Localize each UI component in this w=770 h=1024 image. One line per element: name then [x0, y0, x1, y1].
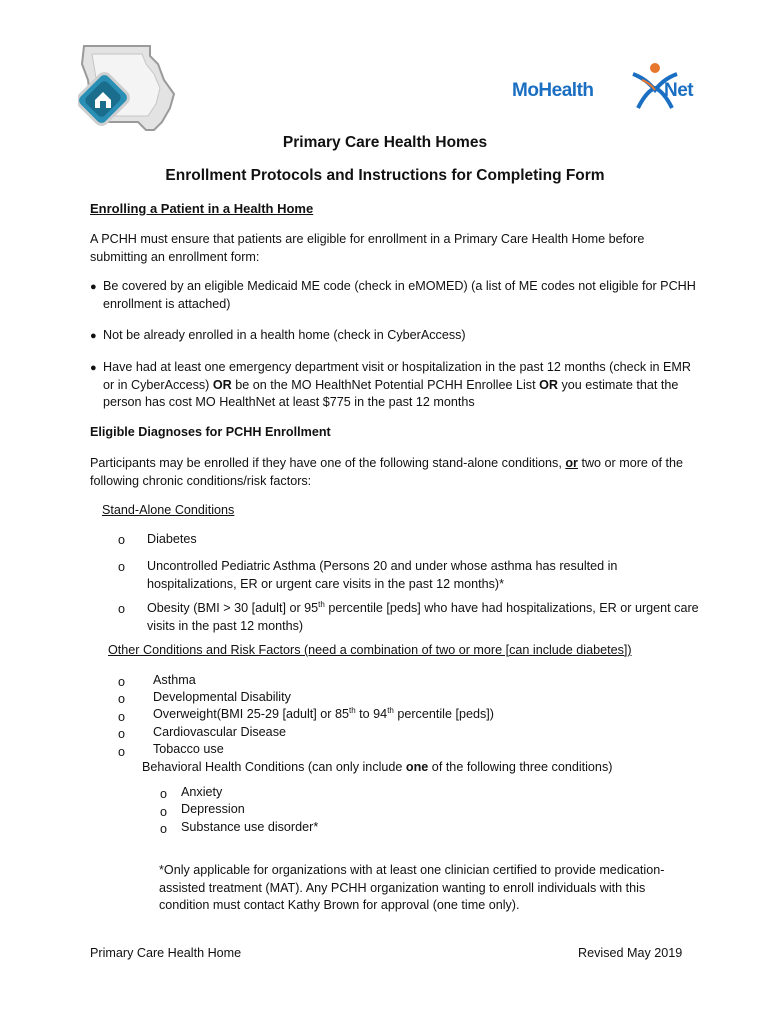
text-one: one	[405, 760, 429, 774]
condition-pediatric-asthma	[147, 558, 717, 593]
bullet-o: o	[118, 727, 126, 741]
logo-text-net: Net	[664, 80, 694, 101]
standalone-heading: Stand-Alone Conditions	[102, 503, 235, 517]
bullet-line: enrollment is attached)	[103, 296, 231, 311]
bullet-line	[103, 377, 713, 395]
para-line: following chronic conditions/risk factors:	[90, 473, 312, 488]
text-run: Obesity (BMI > 30 [adult] or 95	[147, 601, 319, 615]
mohealthnet-logo	[512, 60, 712, 110]
footer-left: Primary Care Health Home	[90, 946, 242, 960]
bullet-icon: ●	[90, 362, 97, 374]
footer-right: Revised May 2019	[578, 946, 683, 960]
condition-diabetes: Diabetes	[147, 532, 197, 546]
condition-line: hospitalizations, ER or urgent care visits in the past 12 months)*	[147, 576, 504, 591]
missouri-state-logo	[78, 42, 178, 134]
superscript: th	[349, 705, 356, 715]
condition-depression: Depression	[181, 802, 245, 816]
text-run: be on the MO HealthNet Potential PCHH Enrollee List	[231, 377, 540, 392]
text-run: you estimate that the	[557, 377, 679, 392]
condition-overweight	[153, 707, 494, 721]
condition-line	[147, 600, 722, 618]
superscript: th	[318, 599, 325, 609]
para-line	[90, 455, 710, 473]
text-run: percentile [peds] who have had hospitalizations, ER or urgent care	[324, 601, 699, 615]
text-or: or	[565, 456, 578, 470]
bullet-o: o	[118, 560, 126, 574]
text-run: to 94	[355, 707, 388, 721]
bullet-o: o	[160, 822, 168, 836]
condition-asthma: Asthma	[153, 673, 196, 687]
bullet-o: o	[160, 805, 168, 819]
bullet-line: Be covered by an eligible Medicaid ME code (check in eMOMED) (a list of ME codes not eligible for PCHH	[103, 279, 696, 293]
superscript: th	[387, 705, 394, 715]
footnote-line: condition must contact Kathy Brown for approval (one time only).	[159, 898, 520, 912]
logo-text-mohealth: MoHealth	[512, 80, 594, 101]
condition-line: Uncontrolled Pediatric Asthma (Persons 20 and under whose asthma has resulted in	[147, 559, 618, 573]
condition-cardiovascular: Cardiovascular Disease	[153, 725, 286, 739]
section-heading-diagnoses: Eligible Diagnoses for PCHH Enrollment	[90, 425, 331, 439]
text-run: Behavioral Health Conditions (can only include	[142, 760, 406, 774]
text-run: of the following three conditions)	[428, 760, 613, 774]
text-or: OR	[539, 377, 558, 392]
footnote-line: assisted treatment (MAT). Any PCHH organization wanting to enroll individuals with this	[159, 880, 646, 895]
bullet-item-medicaid	[103, 278, 703, 313]
condition-anxiety: Anxiety	[181, 785, 223, 799]
page-subtitle: Enrollment Protocols and Instructions for Completing Form	[165, 167, 605, 184]
condition-tobacco: Tobacco use	[153, 742, 224, 756]
text-run: Participants may be enrolled if they have one of the following stand-alone conditions,	[90, 456, 566, 470]
bullet-o: o	[118, 533, 126, 547]
condition-line: visits in the past 12 months)	[147, 618, 304, 633]
behavioral-heading	[142, 760, 612, 774]
other-conditions-heading: Other Conditions and Risk Factors (need a combination of two or more [can include diabetes])	[108, 643, 632, 657]
bullet-o: o	[118, 710, 126, 724]
bullet-item-emergency	[103, 359, 713, 412]
bullet-icon: ●	[90, 281, 97, 293]
bullet-o: o	[118, 745, 126, 759]
intro-paragraph: A PCHH must ensure that patients are eligible for enrollment in a Primary Care Health Home before submitting an enrollment form:	[90, 232, 645, 264]
text-run: percentile [peds])	[393, 707, 494, 721]
bullet-o: o	[160, 787, 168, 801]
bullet-o: o	[118, 692, 126, 706]
bullet-o: o	[118, 675, 126, 689]
footnote	[159, 862, 719, 915]
bullet-item-not-enrolled: Not be already enrolled in a health home (check in CyberAccess)	[103, 328, 466, 342]
condition-substance-use: Substance use disorder*	[181, 820, 319, 834]
text-or: OR	[212, 377, 232, 392]
text-run: or in CyberAccess)	[103, 377, 213, 392]
bullet-line: person has cost MO HealthNet at least $775 in the past 12 months	[103, 395, 475, 409]
bullet-o: o	[118, 602, 126, 616]
bullet-icon: ●	[90, 330, 97, 342]
bullet-line: Have had at least one emergency department visit or hospitalization in the past 12 months (check in EMR	[103, 360, 692, 374]
participants-paragraph	[90, 455, 710, 490]
footnote-line: *Only applicable for organizations with at least one clinician certified to provide medication-	[159, 863, 665, 877]
text-run: Overweight(BMI 25-29 [adult] or 85	[153, 707, 349, 721]
condition-obesity	[147, 600, 722, 635]
text-run: two or more of the	[577, 456, 683, 470]
condition-developmental-disability: Developmental Disability	[153, 690, 291, 704]
section-heading-enrolling: Enrolling a Patient in a Health Home	[90, 201, 314, 216]
page-title: Primary Care Health Homes	[282, 134, 488, 151]
